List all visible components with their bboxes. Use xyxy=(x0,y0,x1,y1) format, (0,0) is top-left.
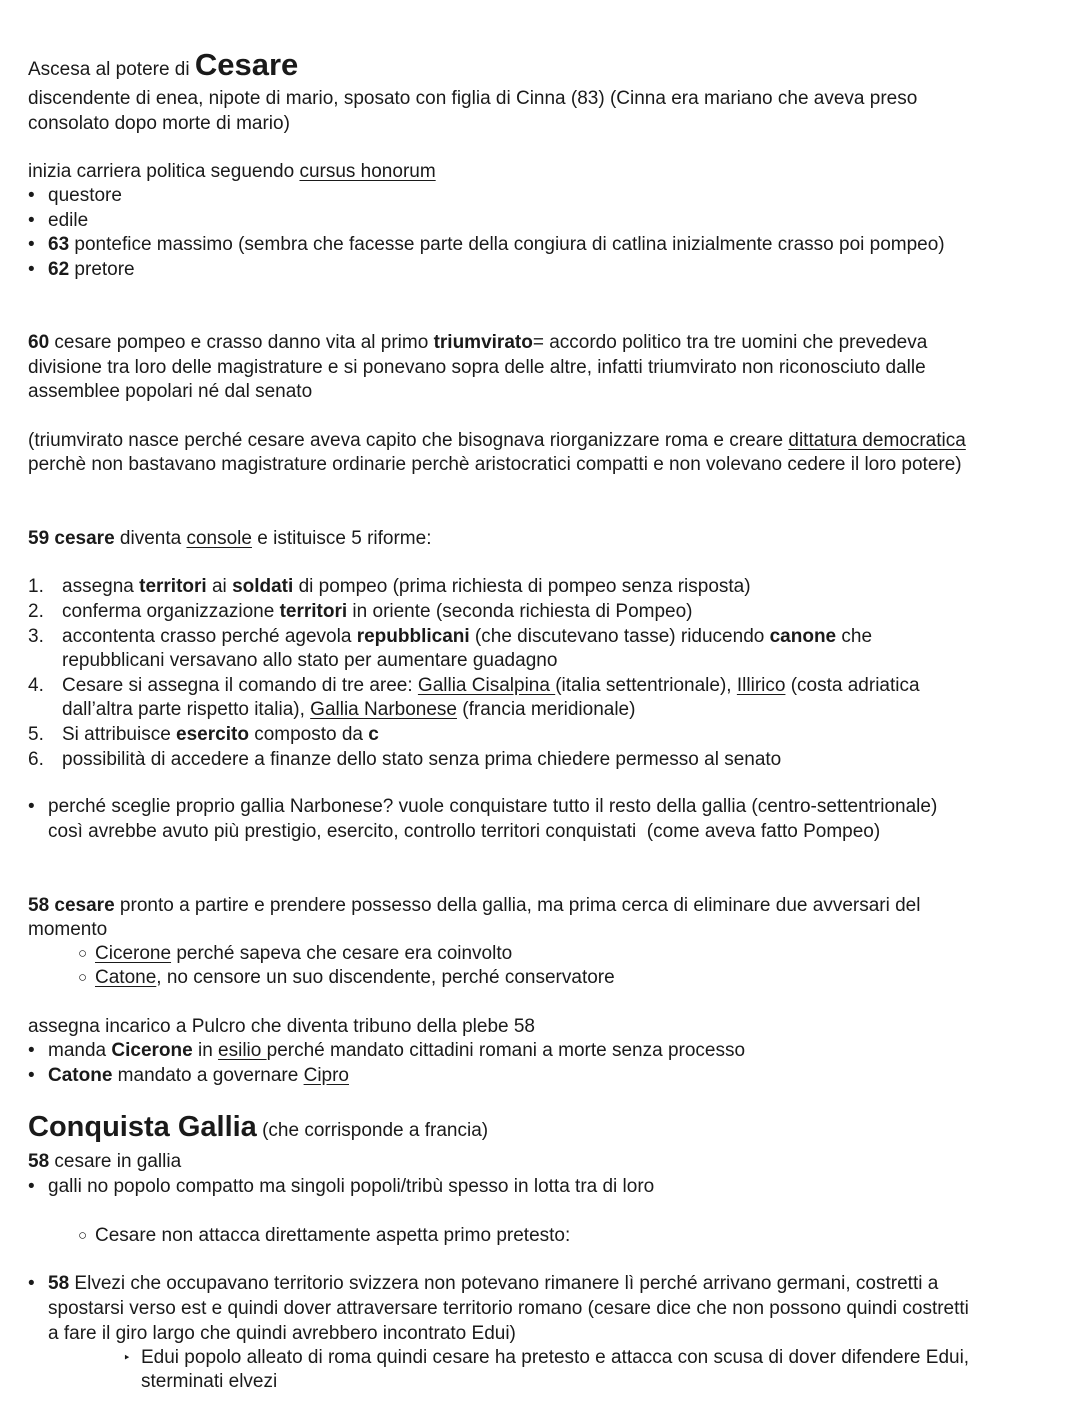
list-marker: • xyxy=(28,210,35,231)
underlined-text: Gallia Narbonese xyxy=(310,699,457,720)
bold-text: repubblicani xyxy=(356,626,470,647)
text: spostarsi verso est e quindi dover attraversare territorio romano (cesare dice che non possono quindi costretti xyxy=(48,1298,969,1319)
text: pronto a partire e prendere possesso della gallia, ma prima cerca di eliminare due avversari del xyxy=(114,895,921,916)
underlined-text: cursus honorum xyxy=(299,161,436,182)
bold-text: 62 xyxy=(48,259,70,280)
list-marker: • xyxy=(28,234,35,255)
bold-text: 58 xyxy=(48,1273,70,1294)
underlined-text: esilio xyxy=(218,1040,267,1061)
text: discendente di enea, nipote di mario, sposato con figlia di Cinna (83) (Cinna era mariano che aveva preso xyxy=(28,88,918,109)
list-marker: 5. xyxy=(28,724,44,745)
text: perchè non bastavano magistrature ordinarie perchè aristocratici compatti e non volevano cedere il loro potere) xyxy=(28,454,962,475)
text: dall’altra parte rispetto italia), xyxy=(62,699,311,720)
bold-text: triumvirato xyxy=(433,332,533,353)
bold-text: 60 xyxy=(28,332,50,353)
text: a fare il giro largo che quindi avrebbero incontrato Edui) xyxy=(48,1323,516,1344)
text: pretore xyxy=(69,259,135,280)
list-marker: • xyxy=(28,1065,35,1086)
text: Si attribuisce xyxy=(62,724,177,745)
text: in xyxy=(192,1040,219,1061)
text: mandato a governare xyxy=(112,1065,304,1086)
list-marker: 6. xyxy=(28,749,44,770)
bold-text: 58 xyxy=(28,1151,50,1172)
text: pontefice massimo (sembra che facesse parte della congiura di catlina inizialmente crasso poi pompeo) xyxy=(69,234,945,255)
list-marker: ○ xyxy=(78,1227,88,1244)
text: divisione tra loro delle magistrature e si ponevano sopra delle altre, infatti triumvirato non riconosciuto dalle xyxy=(28,357,926,378)
text: perché sceglie proprio gallia Narbonese? vuole conquistare tutto il resto della gallia (centro-settentrionale) xyxy=(48,796,938,817)
text: = accordo politico tra tre uomini che prevedeva xyxy=(532,332,928,353)
list-marker: ○ xyxy=(78,969,88,986)
underlined-text: Cicerone xyxy=(95,943,172,964)
text: sterminati elvezi xyxy=(141,1371,278,1392)
list-marker: 4. xyxy=(28,675,44,696)
list-marker: 2. xyxy=(28,601,44,622)
list-marker: • xyxy=(28,796,35,817)
underlined-text: Cipro xyxy=(303,1065,349,1086)
underlined-text: Gallia Cisalpina xyxy=(417,675,556,696)
text: (che corrisponde a francia) xyxy=(256,1120,489,1141)
bold-text: Cicerone xyxy=(111,1040,193,1061)
text: Cesare si assegna il comando di tre aree: xyxy=(62,675,418,696)
bold-text: 59 cesare xyxy=(28,528,115,549)
section-heading: Cesare xyxy=(194,47,299,82)
underlined-text: Illirico xyxy=(736,675,786,696)
text: diventa xyxy=(114,528,187,549)
list-marker: • xyxy=(28,1273,35,1294)
bold-text: 63 xyxy=(48,234,70,255)
section-heading: Conquista Gallia xyxy=(28,1111,257,1143)
text: che xyxy=(836,626,873,647)
bold-text: territori xyxy=(139,576,207,597)
text: inizia carriera politica seguendo xyxy=(28,161,300,182)
list-marker: • xyxy=(28,1040,35,1061)
text: consolato dopo morte di mario) xyxy=(28,113,290,134)
text: manda xyxy=(48,1040,112,1061)
text: ai xyxy=(206,576,233,597)
list-marker: ‣ xyxy=(123,1350,131,1365)
text: in oriente (seconda richiesta di Pompeo) xyxy=(347,601,693,622)
list-marker: 1. xyxy=(28,576,44,597)
list-marker: • xyxy=(28,1176,35,1197)
text: perché sapeva che cesare era coinvolto xyxy=(171,943,513,964)
text: (francia meridionale) xyxy=(456,699,636,720)
list-marker: ○ xyxy=(78,945,88,962)
bold-text: canone xyxy=(769,626,837,647)
list-marker: • xyxy=(28,259,35,280)
text: (costa adriatica xyxy=(785,675,920,696)
text: Elvezi che occupavano territorio svizzera non potevano rimanere lì perché arrivano germani, costretti a xyxy=(69,1273,939,1294)
text: (italia settentrionale), xyxy=(555,675,737,696)
list-marker: • xyxy=(28,185,35,206)
text: edile xyxy=(48,210,89,231)
text: , no censore un suo discendente, perché conservatore xyxy=(156,967,615,988)
text: (che discutevano tasse) riducendo xyxy=(469,626,770,647)
text: questore xyxy=(48,185,122,206)
text: accontenta crasso perché agevola xyxy=(62,626,357,647)
bold-text: territori xyxy=(279,601,348,622)
text: cesare in gallia xyxy=(49,1151,182,1172)
text: assegna incarico a Pulcro che diventa tribuno della plebe 58 xyxy=(28,1016,535,1037)
text: cesare pompeo e crasso danno vita al primo xyxy=(49,332,434,353)
text: assegna xyxy=(62,576,140,597)
bold-text: soldati xyxy=(232,576,294,597)
bold-text: c xyxy=(368,724,379,745)
underlined-text: dittatura democratica xyxy=(788,430,966,451)
underlined-text: Catone xyxy=(95,967,157,988)
text: Cesare non attacca direttamente aspetta primo pretesto: xyxy=(95,1225,571,1246)
text: repubblicani versavano allo stato per aumentare guadagno xyxy=(62,650,558,671)
text: assemblee popolari né dal senato xyxy=(28,381,313,402)
text: Edui popolo alleato di roma quindi cesare ha pretesto e attacca con scusa di dover difendere Edui, xyxy=(141,1347,970,1368)
text: conferma organizzazione xyxy=(62,601,280,622)
text: così avrebbe avuto più prestigio, esercito, controllo territori conquistati (come aveva fatto Pompeo) xyxy=(48,821,881,842)
text: e istituisce 5 riforme: xyxy=(251,528,432,549)
bold-text: Catone xyxy=(48,1065,113,1086)
text: di pompeo (prima richiesta di pompeo senza risposta) xyxy=(293,576,751,597)
bold-text: 58 cesare xyxy=(28,895,115,916)
text: Ascesa al potere di xyxy=(28,59,195,80)
text: galli no popolo compatto ma singoli popoli/tribù spesso in lotta tra di loro xyxy=(48,1176,655,1197)
underlined-text: console xyxy=(186,528,252,549)
text: (triumvirato nasce perché cesare aveva capito che bisognava riorganizzare roma e creare xyxy=(28,430,789,451)
text: perché mandato cittadini romani a morte senza processo xyxy=(266,1040,746,1061)
text: possibilità di accedere a finanze dello stato senza prima chiedere permesso al senato xyxy=(62,749,782,770)
text: momento xyxy=(28,919,108,940)
list-marker: 3. xyxy=(28,626,44,647)
bold-text: esercito xyxy=(176,724,249,745)
text: composto da xyxy=(248,724,369,745)
